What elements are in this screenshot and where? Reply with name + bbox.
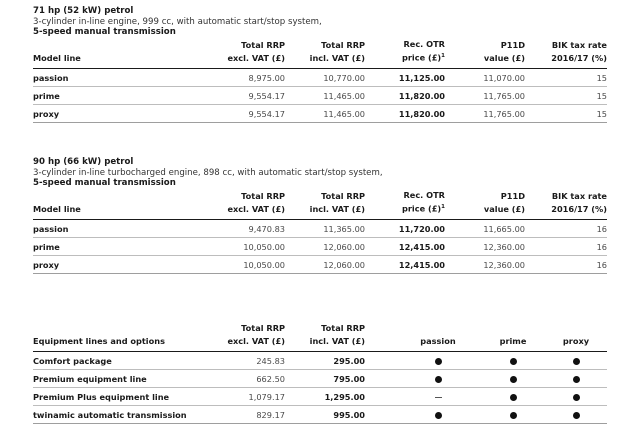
- col-header-rrp-excl-vat: Total RRP excl. VAT (£): [227, 40, 285, 63]
- table-row: [33, 220, 607, 238]
- availability-cell-prime: [481, 370, 545, 388]
- rrp-incl-cell: 795.00: [333, 373, 365, 384]
- model-line-cell: prime: [33, 241, 60, 252]
- standard-dot-icon: [510, 376, 517, 383]
- col-header-rrp-excl-vat: Total RRP excl. VAT (£): [227, 323, 285, 346]
- col-header-prime: prime: [499, 335, 527, 346]
- rrp-incl-cell: 995.00: [333, 409, 365, 420]
- table-row: [33, 256, 607, 274]
- table-row: [33, 352, 607, 370]
- section-description: 3-cylinder in-line engine, 999 cc, with automatic start/stop system,: [33, 16, 322, 27]
- otr-price-cell: 12,415.00: [398, 259, 445, 270]
- standard-dot-icon: [435, 412, 442, 419]
- otr-header-text: Rec. OTR price (£): [402, 189, 445, 214]
- standard-dot-icon: [510, 358, 517, 365]
- table-header-row: [33, 322, 607, 352]
- otr-footnote-marker: 1: [441, 204, 445, 210]
- rrp-incl-cell: 10,770.00: [323, 72, 365, 83]
- engine-section-90hp: [33, 157, 607, 274]
- availability-cell-prime: [481, 352, 545, 370]
- otr-price-cell: 11,125.00: [398, 72, 445, 83]
- table-row: [33, 406, 607, 424]
- table-row: [33, 105, 607, 123]
- model-line-cell: proxy: [33, 108, 60, 119]
- p11d-cell: 11,765.00: [483, 90, 525, 101]
- col-header-proxy: proxy: [562, 335, 590, 346]
- col-header-p11d-value: P11D value (£): [483, 191, 525, 214]
- rrp-excl-cell: 829.17: [256, 409, 285, 420]
- availability-cell-proxy: [545, 352, 607, 370]
- section-title: 71 hp (52 kW) petrol: [33, 6, 134, 16]
- availability-cell-passion: [365, 370, 481, 388]
- rrp-excl-cell: 9,554.17: [248, 90, 285, 101]
- rrp-excl-cell: 8,975.00: [248, 72, 285, 83]
- otr-price-cell: 12,415.00: [398, 241, 445, 252]
- standard-dot-icon: [510, 412, 517, 419]
- bik-cell: 15: [596, 90, 607, 101]
- section-title: 90 hp (66 kW) petrol: [33, 157, 134, 167]
- equipment-name-cell: Premium Plus equipment line: [33, 391, 170, 402]
- model-line-cell: passion: [33, 223, 69, 234]
- table-row: [33, 69, 607, 87]
- col-header-model-line: Model line: [33, 203, 81, 214]
- availability-cell-passion: [365, 388, 481, 406]
- p11d-cell: 12,360.00: [483, 241, 525, 252]
- model-line-cell: proxy: [33, 259, 60, 270]
- rrp-excl-cell: 662.50: [256, 373, 285, 384]
- equipment-table: [33, 322, 607, 424]
- bik-cell: 16: [596, 259, 607, 270]
- col-header-rrp-incl-vat: Total RRP incl. VAT (£): [309, 40, 365, 63]
- otr-price-cell: 11,820.00: [398, 90, 445, 101]
- col-header-p11d-value: P11D value (£): [483, 40, 525, 63]
- bik-cell: 15: [596, 72, 607, 83]
- col-header-bik-rate: BIK tax rate 2016/17 (%): [551, 191, 607, 214]
- availability-cell-proxy: [545, 370, 607, 388]
- p11d-cell: 12,360.00: [483, 259, 525, 270]
- availability-cell-prime: [481, 388, 545, 406]
- bik-cell: 15: [596, 108, 607, 119]
- availability-cell-passion: [365, 406, 481, 424]
- col-header-rrp-excl-vat: Total RRP excl. VAT (£): [227, 191, 285, 214]
- rrp-excl-cell: 9,554.17: [248, 108, 285, 119]
- availability-cell-passion: [365, 352, 481, 370]
- otr-footnote-marker: 1: [441, 53, 445, 59]
- availability-cell-proxy: [545, 406, 607, 424]
- rrp-incl-cell: 1,295.00: [324, 391, 365, 402]
- availability-cell-prime: [481, 406, 545, 424]
- section-transmission: 5-speed manual transmission: [33, 27, 176, 37]
- price-table: [33, 189, 607, 275]
- p11d-cell: 11,070.00: [483, 72, 525, 83]
- equipment-name-cell: Comfort package: [33, 355, 112, 366]
- rrp-excl-cell: 9,470.83: [248, 223, 285, 234]
- col-header-model-line: Model line: [33, 52, 81, 63]
- rrp-incl-cell: 295.00: [333, 355, 365, 366]
- col-header-rrp-incl-vat: Total RRP incl. VAT (£): [309, 323, 365, 346]
- section-description: 3-cylinder in-line turbocharged engine, 898 cc, with automatic start/stop system,: [33, 167, 383, 178]
- table-row: [33, 87, 607, 105]
- standard-dot-icon: [435, 358, 442, 365]
- standard-dot-icon: [573, 394, 580, 401]
- col-header-rrp-incl-vat: Total RRP incl. VAT (£): [309, 191, 365, 214]
- section-transmission: 5-speed manual transmission: [33, 178, 176, 188]
- availability-cell-proxy: [545, 388, 607, 406]
- bik-cell: 16: [596, 223, 607, 234]
- table-row: [33, 388, 607, 406]
- otr-price-cell: 11,720.00: [398, 223, 445, 234]
- bik-cell: 16: [596, 241, 607, 252]
- col-header-bik-rate: BIK tax rate 2016/17 (%): [551, 40, 607, 63]
- rrp-excl-cell: 10,050.00: [243, 259, 285, 270]
- standard-dot-icon: [435, 376, 442, 383]
- rrp-incl-cell: 12,060.00: [323, 259, 365, 270]
- rrp-incl-cell: 12,060.00: [323, 241, 365, 252]
- rrp-incl-cell: 11,365.00: [323, 223, 365, 234]
- equipment-section: [33, 322, 607, 424]
- standard-dot-icon: [510, 394, 517, 401]
- engine-section-71hp: [33, 6, 607, 123]
- standard-dot-icon: [573, 376, 580, 383]
- rrp-excl-cell: 245.83: [256, 355, 285, 366]
- rrp-incl-cell: 11,465.00: [323, 108, 365, 119]
- equipment-name-cell: twinamic automatic transmission: [33, 409, 187, 420]
- p11d-cell: 11,765.00: [483, 108, 525, 119]
- rrp-excl-cell: 10,050.00: [243, 241, 285, 252]
- price-table: [33, 38, 607, 124]
- col-header-passion: passion: [420, 335, 456, 346]
- equipment-name-cell: Premium equipment line: [33, 373, 147, 384]
- table-row: [33, 370, 607, 388]
- standard-dot-icon: [573, 412, 580, 419]
- p11d-cell: 11,665.00: [483, 223, 525, 234]
- table-header-row: [33, 189, 607, 220]
- table-row: [33, 238, 607, 256]
- standard-dot-icon: [573, 358, 580, 365]
- col-header-otr-price: [365, 38, 445, 69]
- col-header-otr-price: [365, 189, 445, 220]
- otr-price-cell: 11,820.00: [398, 108, 445, 119]
- otr-header-text: Rec. OTR price (£): [402, 38, 445, 63]
- not-available-dash-icon: [435, 397, 442, 398]
- model-line-cell: passion: [33, 72, 69, 83]
- rrp-incl-cell: 11,465.00: [323, 90, 365, 101]
- table-header-row: [33, 38, 607, 69]
- model-line-cell: prime: [33, 90, 60, 101]
- rrp-excl-cell: 1,079.17: [248, 391, 285, 402]
- col-header-equipment: Equipment lines and options: [33, 335, 165, 346]
